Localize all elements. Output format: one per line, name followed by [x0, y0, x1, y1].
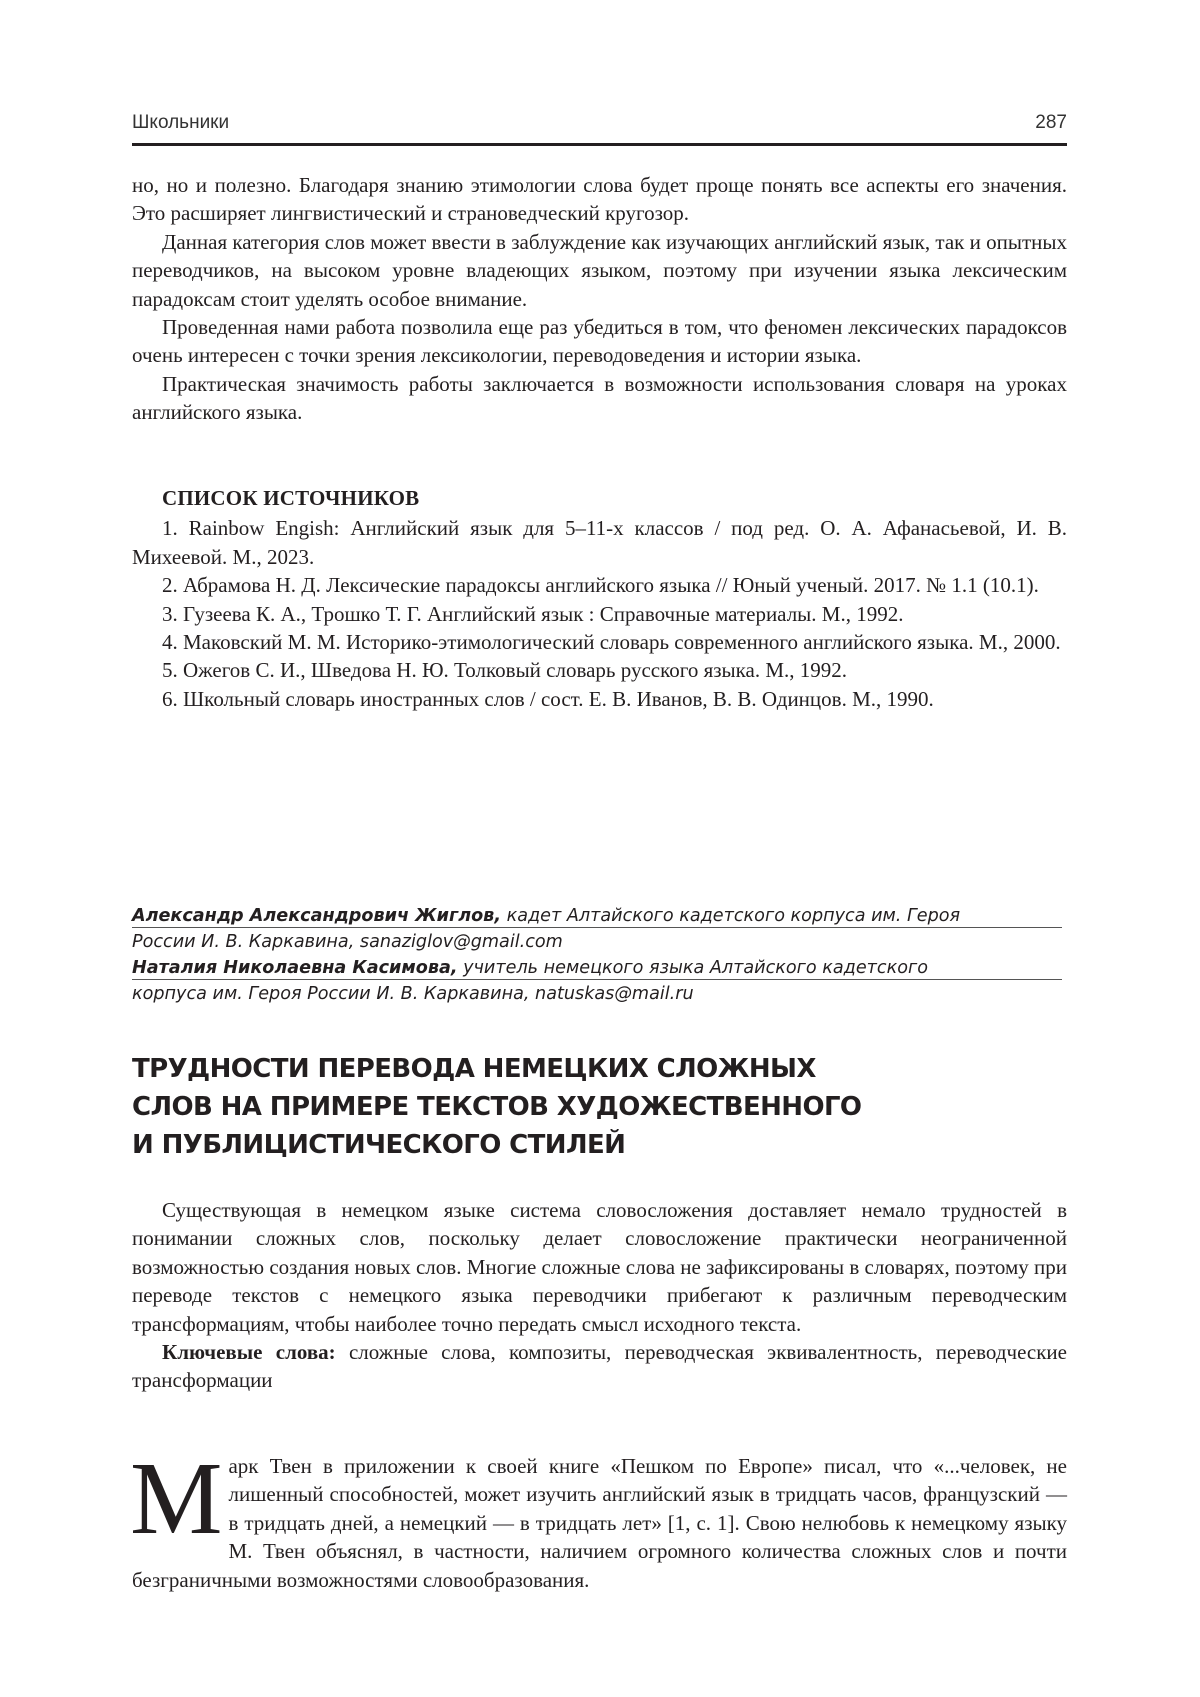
previous-article-conclusion: [132, 171, 1067, 427]
article-body: [130, 1441, 1067, 1594]
title-line: ТРУДНОСТИ ПЕРЕВОДА НЕМЕЦКИХ СЛОЖНЫХ: [132, 1054, 816, 1084]
reference-item: 3. Гузеева К. А., Трошко Т. Г. Английский язык : Справочные материалы. М., 1992.: [162, 601, 904, 626]
reference-item: 1. Rainbow Engish: Английский язык для 5–11-х классов / под ред. О. А. Афанасьевой, И. В. Михеевой. М., 2023.: [132, 516, 1067, 569]
abstract-text: Существующая в немецком языке система словосложения доставляет немало трудностей в понимании сложных слов, поскольку делает словосложение практически неограниченной возможностью создания новых слов. Многие сложные слова не зафиксированы в словарях, поэтому при переводе текстов с немецкого языка переводчики прибегают к различным переводческим трансформациям, чтобы наиболее точно передать смысл исходного текста.: [132, 1198, 1067, 1336]
author-name: Александр Александрович Жиглов,: [132, 906, 501, 926]
section-title: Школьники: [132, 112, 230, 133]
reference-item: 4. Маковский М. М. Историко-этимологический словарь современного английского языка. М., 2000.: [162, 630, 1061, 655]
running-head: [132, 108, 1067, 138]
body-paragraph-text: арк Твен в приложении к своей книге «Пешком по Европе» писал, что «...человек, не лишенный способностей, может изучить английский язык в тридцать часов, французский — в тридцать дней, а немецкий — в тридцать лет» [1, с. 1]. Свою нелюбовь к немецкому языку М. Твен объяснял, в частности, наличием огромного количества сложных слов и почти безграничными возможностями словообразования.: [132, 1454, 1067, 1592]
author-line: [132, 929, 1067, 955]
references: [132, 484, 1067, 713]
paragraph: Практическая значимость работы заключается в возможности использования словаря на уроках английского языка.: [132, 371, 1067, 425]
paragraph: но, но и полезно. Благодаря знанию этимологии слова будет проще понять все аспекты его значения. Это расширяет лингвистический и страноведческий кругозор.: [132, 173, 1067, 226]
keywords-label: Ключевые слова:: [162, 1340, 336, 1365]
drop-cap: М: [130, 1441, 223, 1556]
title-line: И ПУБЛИЦИСТИЧЕСКОГО СТИЛЕЙ: [132, 1130, 626, 1160]
author-affiliation-email: России И. В. Каркавина, sanaziglov@gmail.com: [132, 932, 563, 952]
body-paragraph: [130, 1441, 1067, 1594]
author-line: [132, 955, 1067, 981]
title-line: СЛОВ НА ПРИМЕРЕ ТЕКСТОВ ХУДОЖЕСТВЕННОГО: [132, 1092, 862, 1122]
paragraph: Данная категория слов может ввести в заблуждение как изучающих английский язык, так и опытных переводчиков, на высоком уровне владеющих языком, поэтому при изучении языка лексическим парадоксам стоит уделять особое внимание.: [132, 229, 1067, 311]
author-line: [132, 903, 1067, 929]
abstract: [132, 1196, 1067, 1395]
header-rule: [132, 143, 1067, 146]
author-affiliation-email: корпуса им. Героя России И. В. Каркавина, natuskas@mail.ru: [132, 984, 694, 1004]
author-affiliation: учитель немецкого языка Алтайского кадетского: [457, 958, 928, 978]
page-number: 287: [1035, 112, 1067, 133]
references-heading: СПИСОК ИСТОЧНИКОВ: [162, 486, 420, 510]
reference-item: 2. Абрамова Н. Д. Лексические парадоксы английского языка // Юный ученый. 2017. № 1.1 (10.1).: [162, 573, 1039, 598]
keywords: [132, 1338, 1067, 1395]
paragraph: Проведенная нами работа позволила еще раз убедиться в том, что феномен лексических парадоксов очень интересен с точки зрения лексикологии, переводоведения и истории языка.: [132, 315, 1067, 368]
author-block: [132, 903, 1067, 1007]
author-name: Наталия Николаевна Касимова,: [132, 958, 458, 978]
reference-item: 5. Ожегов С. И., Шведова Н. Ю. Толковый словарь русского языка. М., 1992.: [162, 658, 848, 683]
reference-item: 6. Школьный словарь иностранных слов / сост. Е. В. Иванов, В. В. Одинцов. М., 1990.: [162, 686, 934, 711]
article-title: [132, 1050, 1067, 1164]
author-line: [132, 981, 1067, 1007]
keywords-list: сложные слова, композиты, переводческая эквивалентность, переводческие трансформации: [132, 1340, 1067, 1393]
author-affiliation: кадет Алтайского кадетского корпуса им. Героя: [501, 906, 961, 926]
